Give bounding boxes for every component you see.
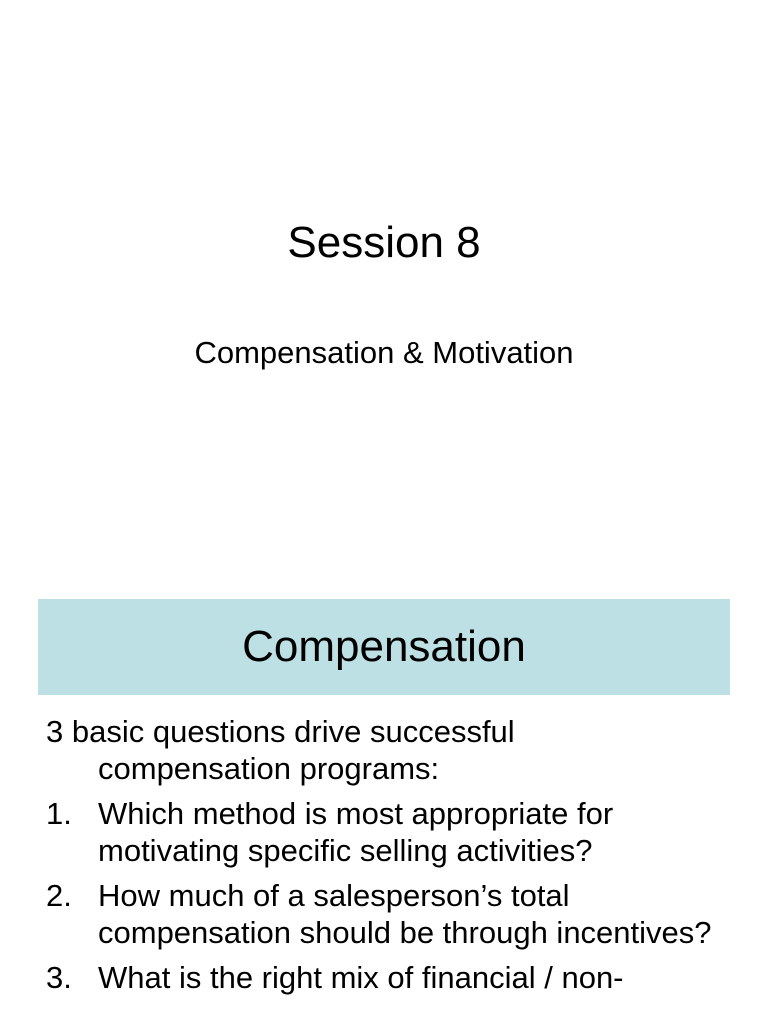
section-heading: Compensation [242,622,526,671]
intro-line-2: compensation programs: [98,751,440,786]
session-title: Session 8 [287,218,481,267]
list-item-text: Which method is most appropriate for motivating specific selling activities? [98,796,614,868]
list-item-number: 1. [46,796,72,831]
list-item-3 [0,959,768,996]
section-header-banner [38,599,730,695]
intro-line-1: 3 basic questions drive successful [46,714,515,749]
intro-paragraph [0,713,768,787]
list-item-number: 3. [46,960,72,995]
list-item-1 [0,795,768,869]
list-item-number: 2. [46,878,72,913]
list-item-text: How much of a salesperson’s total compensation should be through incentives? [98,878,712,950]
question-list [0,795,768,996]
slide-body [0,713,768,1004]
list-item-2 [0,877,768,951]
session-subtitle: Compensation & Motivation [194,335,574,370]
list-item-text: What is the right mix of financial / non- [98,960,624,995]
